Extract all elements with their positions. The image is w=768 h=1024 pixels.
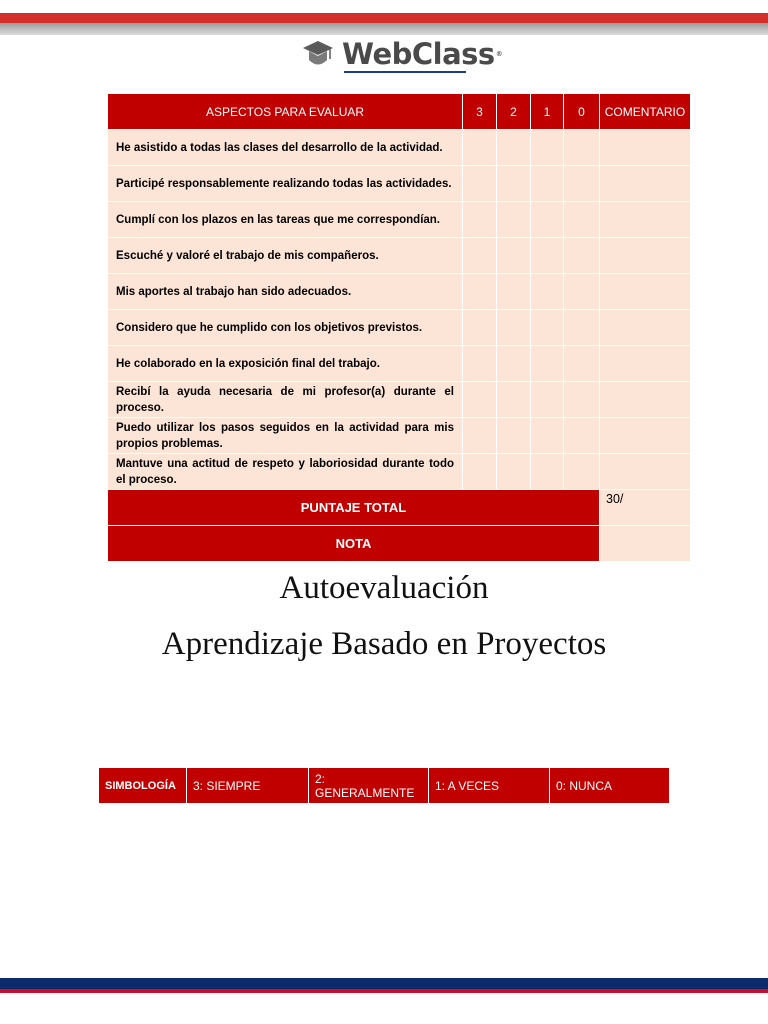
score-cell-2[interactable] (497, 310, 531, 346)
grade-label: NOTA (108, 526, 600, 562)
aspect-text: Mantuve una actitud de respeto y laboriosidad durante todo el proceso. (108, 454, 463, 490)
legend-label: SIMBOLOGÍA (99, 768, 187, 804)
score-cell-3[interactable] (463, 454, 497, 490)
table-row (108, 274, 691, 310)
aspect-text: Puedo utilizar los pasos seguidos en la actividad para mis propios problemas. (108, 418, 463, 454)
comment-cell[interactable] (600, 202, 691, 238)
score-cell-3[interactable] (463, 274, 497, 310)
score-cell-3[interactable] (463, 166, 497, 202)
table-row (108, 418, 691, 454)
header-score-2: 2 (497, 94, 531, 130)
score-cell-1[interactable] (531, 202, 564, 238)
score-cell-1[interactable] (531, 454, 564, 490)
aspect-text: Recibí la ayuda necesaria de mi profesor(a) durante el proceso. (108, 382, 463, 418)
registered-mark: ® (495, 50, 503, 58)
score-cell-1[interactable] (531, 166, 564, 202)
comment-cell[interactable] (600, 346, 691, 382)
comment-cell[interactable] (600, 130, 691, 166)
aspect-text: Considero que he cumplido con los objetivos previstos. (108, 310, 463, 346)
aspect-text: He colaborado en la exposición final del trabajo. (108, 346, 463, 382)
score-cell-0[interactable] (564, 166, 600, 202)
score-cell-1[interactable] (531, 382, 564, 418)
graduation-cap-icon (300, 36, 336, 72)
legend-generalmente: 2: GENERALMENTE (309, 768, 429, 804)
comment-cell[interactable] (600, 166, 691, 202)
aspect-text: He asistido a todas las clases del desarrollo de la actividad. (108, 130, 463, 166)
score-cell-2[interactable] (497, 346, 531, 382)
table-row (108, 238, 691, 274)
total-row (108, 490, 691, 526)
score-cell-0[interactable] (564, 274, 600, 310)
score-cell-1[interactable] (531, 418, 564, 454)
score-cell-0[interactable] (564, 310, 600, 346)
total-value[interactable]: 30/ (600, 490, 691, 526)
table-row (108, 202, 691, 238)
legend-nunca: 0: NUNCA (550, 768, 670, 804)
grade-value[interactable] (600, 526, 691, 562)
score-cell-2[interactable] (497, 382, 531, 418)
legend-siempre: 3: SIEMPRE (187, 768, 309, 804)
comment-cell[interactable] (600, 238, 691, 274)
table-header (108, 94, 691, 130)
comment-cell[interactable] (600, 454, 691, 490)
grade-row (108, 526, 691, 562)
legend-a-veces: 1: A VECES (429, 768, 550, 804)
score-cell-1[interactable] (531, 310, 564, 346)
score-cell-0[interactable] (564, 238, 600, 274)
aspect-text: Participé responsablemente realizando todas las actividades. (108, 166, 463, 202)
comment-cell[interactable] (600, 274, 691, 310)
score-cell-0[interactable] (564, 346, 600, 382)
comment-cell[interactable] (600, 382, 691, 418)
score-cell-3[interactable] (463, 130, 497, 166)
page-title: Autoevaluación (279, 570, 489, 606)
bottom-blue-band (0, 978, 768, 989)
table-row (108, 454, 691, 490)
score-cell-2[interactable] (497, 274, 531, 310)
evaluation-table (107, 93, 691, 562)
score-cell-3[interactable] (463, 418, 497, 454)
score-cell-3[interactable] (463, 382, 497, 418)
table-row (108, 310, 691, 346)
header-comment: COMENTARIO (600, 94, 691, 130)
score-cell-1[interactable] (531, 238, 564, 274)
page-subtitle: Aprendizaje Basado en Proyectos (161, 626, 607, 662)
score-cell-2[interactable] (497, 202, 531, 238)
score-cell-3[interactable] (463, 346, 497, 382)
score-cell-3[interactable] (463, 310, 497, 346)
header-aspects: ASPECTOS PARA EVALUAR (108, 94, 463, 130)
score-cell-0[interactable] (564, 130, 600, 166)
score-cell-0[interactable] (564, 418, 600, 454)
score-cell-1[interactable] (531, 274, 564, 310)
score-cell-2[interactable] (497, 454, 531, 490)
score-cell-2[interactable] (497, 130, 531, 166)
bottom-red-band (0, 989, 768, 993)
top-red-band (0, 13, 768, 23)
aspect-text: Cumplí con los plazos en las tareas que me correspondían. (108, 202, 463, 238)
total-label: PUNTAJE TOTAL (108, 490, 600, 526)
top-gray-band (0, 23, 768, 35)
comment-cell[interactable] (600, 310, 691, 346)
score-cell-3[interactable] (463, 238, 497, 274)
header-score-3: 3 (463, 94, 497, 130)
score-cell-2[interactable] (497, 418, 531, 454)
score-cell-1[interactable] (531, 130, 564, 166)
webclass-logo (300, 36, 502, 72)
score-cell-0[interactable] (564, 202, 600, 238)
table-row (108, 346, 691, 382)
score-cell-3[interactable] (463, 202, 497, 238)
table-row (108, 130, 691, 166)
logo-underline (344, 71, 466, 73)
header-score-0: 0 (564, 94, 600, 130)
score-cell-0[interactable] (564, 454, 600, 490)
comment-cell[interactable] (600, 418, 691, 454)
table-row (108, 166, 691, 202)
legend-table (98, 767, 670, 804)
score-cell-1[interactable] (531, 346, 564, 382)
score-cell-0[interactable] (564, 382, 600, 418)
logo-wordmark: WebClass® (342, 37, 503, 71)
aspect-text: Escuché y valoré el trabajo de mis compañeros. (108, 238, 463, 274)
score-cell-2[interactable] (497, 166, 531, 202)
legend-row (99, 768, 670, 804)
aspect-text: Mis aportes al trabajo han sido adecuados. (108, 274, 463, 310)
score-cell-2[interactable] (497, 238, 531, 274)
header-score-1: 1 (531, 94, 564, 130)
table-row (108, 382, 691, 418)
